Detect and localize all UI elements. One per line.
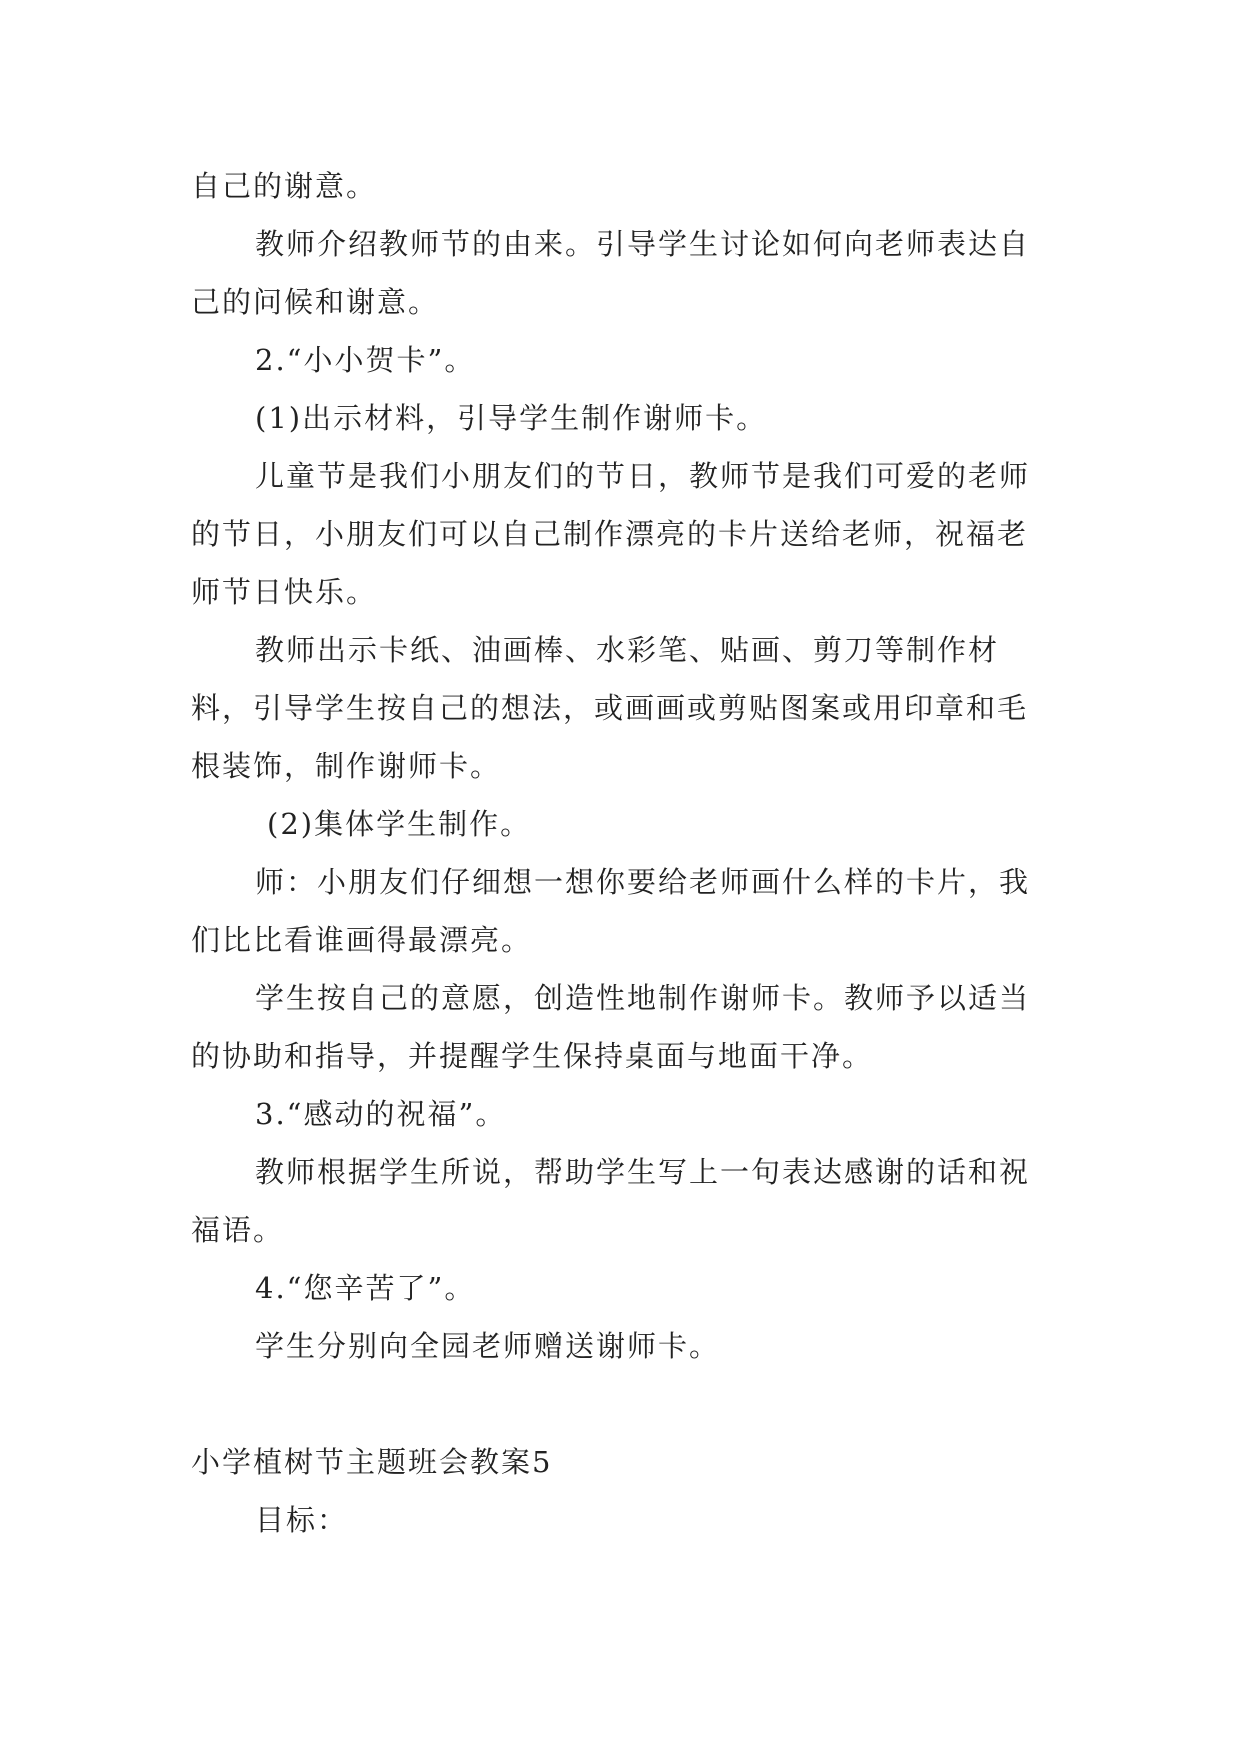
section-title: 小学植树节主题班会教案5 xyxy=(191,1445,553,1479)
step-3-heading: 3.“感动的祝福”。 xyxy=(255,1097,507,1131)
paragraph-childrens-day: 儿童节是我们小朋友们的节日，教师节是我们可爱的老师的节日，小朋友们可以自己制作漂亮的卡片送给老师，祝福老师节日快乐。 xyxy=(191,459,1031,609)
paragraph-continuation: 自己的谢意。 xyxy=(191,169,378,203)
substep-2-heading: (2)集体学生制作。 xyxy=(267,807,532,841)
section-goal-label: 目标： xyxy=(255,1503,349,1537)
section-spacer xyxy=(191,1375,1053,1433)
paragraph-materials: 教师出示卡纸、油画棒、水彩笔、贴画、剪刀等制作材料，引导学生按自己的想法，或画画或剪贴图案或用印章和毛根装饰，制作谢师卡。 xyxy=(191,633,1029,783)
paragraph-student-creation: 学生按自己的意愿，创造性地制作谢师卡。教师予以适当的协助和指导，并提醒学生保持桌面与地面干净。 xyxy=(191,981,1031,1073)
document-body xyxy=(191,157,1053,1549)
paragraph-teacher-speech: 师：小朋友们仔细想一想你要给老师画什么样的卡片，我们比比看谁画得最漂亮。 xyxy=(191,865,1031,957)
step-2-heading: 2.“小小贺卡”。 xyxy=(255,343,476,377)
paragraph-blessing: 教师根据学生所说，帮助学生写上一句表达感谢的话和祝福语。 xyxy=(191,1155,1031,1247)
paragraph-gift-cards: 学生分别向全园老师赠送谢师卡。 xyxy=(255,1329,721,1363)
step-4-heading: 4.“您辛苦了”。 xyxy=(255,1271,476,1305)
substep-1-heading: (1)出示材料，引导学生制作谢师卡。 xyxy=(255,401,768,435)
paragraph-teacher-intro: 教师介绍教师节的由来。引导学生讨论如何向老师表达自己的问候和谢意。 xyxy=(191,227,1031,319)
